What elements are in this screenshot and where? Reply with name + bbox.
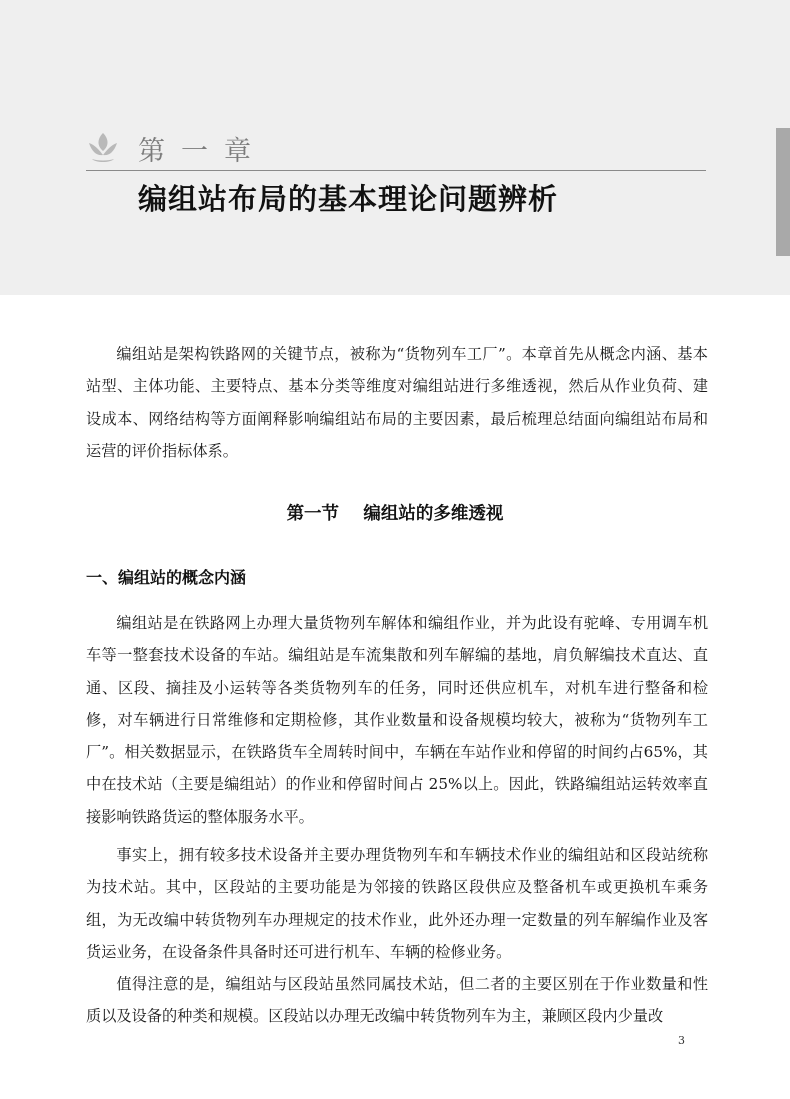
intro-paragraph: 编组站是架构铁路网的关键节点，被称为“货物列车工厂”。本章首先从概念内涵、基本站型、主体功能、主要特点、基本分类等维度对编组站进行多维透视，然后从作业负荷、建设成本、网络结构等方面阐释影响编组站布局的主要因素，最后梳理总结面向编组站布局和运营的评价指标体系。 <box>86 345 708 460</box>
chapter-heading <box>86 128 267 168</box>
chapter-emblem-icon <box>86 131 120 165</box>
subsection-title: 一、编组站的概念内涵 <box>86 568 247 587</box>
body-paragraph: 编组站是在铁路网上办理大量货物列车解体和编组作业，并为此设有驼峰、专用调车机车等一整套技术设备的车站。编组站是车流集散和列车解编的基地，肩负解编技术直达、直通、区段、摘挂及小运转等各类货物列车的任务，同时还供应机车，对机车进行整备和检修，对车辆进行日常维修和定期检修，其作业数量和设备规模均较大，被称为“货物列车工厂”。相关数据显示，在铁路货车全周转时间中，车辆在车站作业和停留的时间约占65%，其中在技术站（主要是编组站）的作业和停留时间占 25%以上。因此，铁路编组站运转效率直接影响铁路货运的整体服务水平。 <box>86 614 708 826</box>
thumb-index-tab <box>776 128 790 256</box>
body-paragraph: 值得注意的是，编组站与区段站虽然同属技术站，但二者的主要区别在于作业数量和性质以及设备的种类和规模。区段站以办理无改编中转货物列车为主，兼顾区段内少量改 <box>86 975 708 1026</box>
chapter-label: 第一章 <box>138 135 267 167</box>
chapter-title: 编组站布局的基本理论问题辨析 <box>138 182 559 216</box>
chapter-divider <box>86 170 706 171</box>
section-title: 第一节 编组站的多维透视 <box>286 504 504 524</box>
body-paragraph: 事实上，拥有较多技术设备并主要办理货物列车和车辆技术作业的编组站和区段站统称为技术站。其中，区段站的主要功能是为邻接的铁路区段供应及整备机车或更换机车乘务组，为无改编中转货物列车办理规定的技术作业，此外还办理一定数量的列车解编作业及客货运业务，在设备条件具备时还可进行机车、车辆的检修业务。 <box>86 846 708 961</box>
page-number: 3 <box>678 1034 685 1047</box>
